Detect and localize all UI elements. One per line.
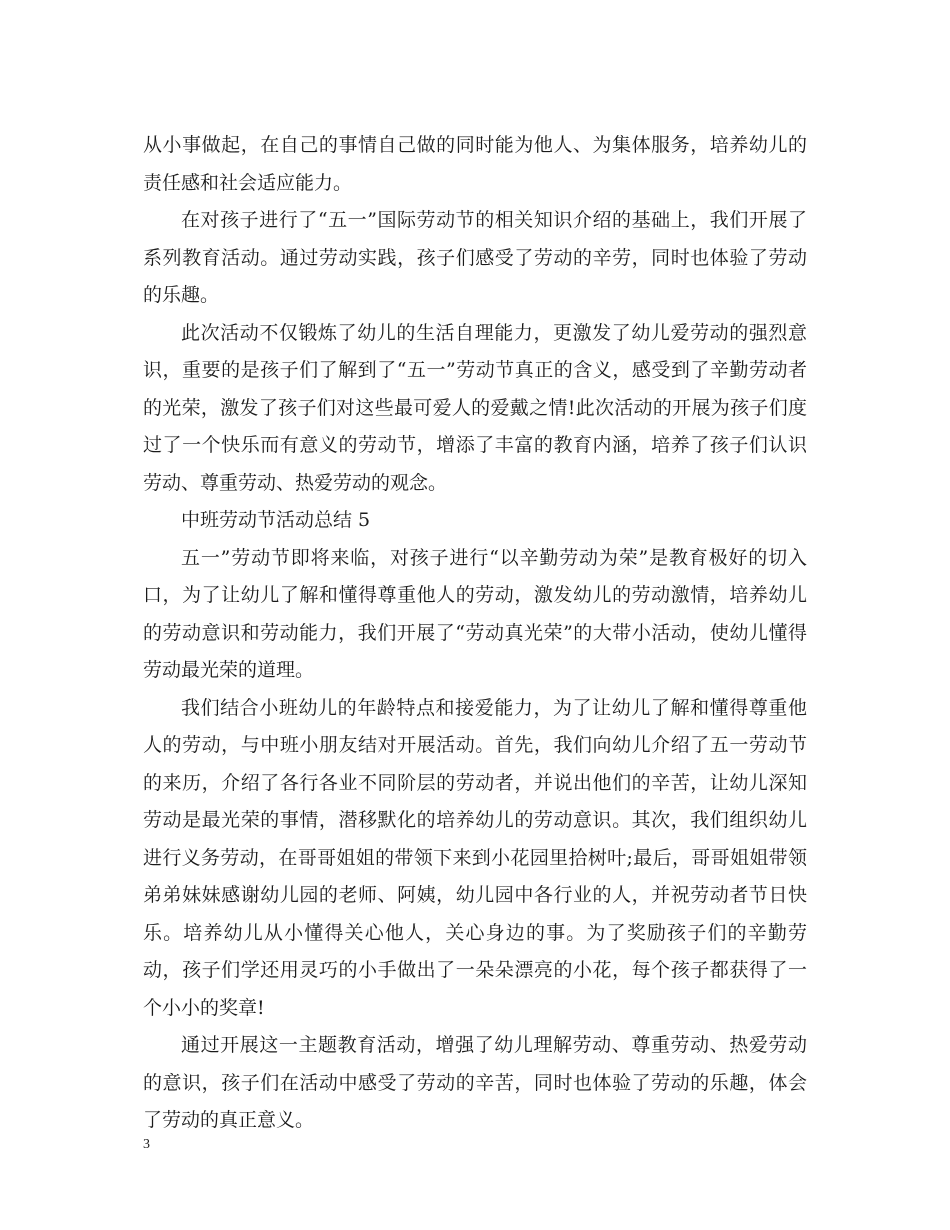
paragraph-4: 五一”劳动节即将来临，对孩子进行“以辛勤劳动为荣”是教育极好的切入口，为了让幼儿了解和懂得尊重他人的劳动，激发幼儿的劳动激情，培养幼儿的劳动意识和劳动能力，我们开展了“劳动真光荣”的大带小活动，使幼儿懂得劳动最光荣的道理。	[143, 546, 807, 681]
page-number: 3	[143, 1137, 150, 1152]
paragraph-5: 我们结合小班幼儿的年龄特点和接爱能力，为了让幼儿了解和懂得尊重他人的劳动，与中班小朋友结对开展活动。首先，我们向幼儿介绍了五一劳动节的来历，介绍了各行各业不同阶层的劳动者，并说出他们的辛苦，让幼儿深知劳动是最光荣的事情，潜移默化的培养幼儿的劳动意识。其次，我们组织幼儿进行义务劳动，在哥哥姐姐的带领下来到小花园里拾树叶;最后，哥哥姐姐带领弟弟妹妹感谢幼儿园的老师、阿姨，幼儿园中各行业的人，并祝劳动者节日快乐。培养幼儿从小懂得关心他人，关心身边的事。为了奖励孩子们的辛勤劳动，孩子们学还用灵巧的小手做出了一朵朵漂亮的小花，每个孩子都获得了一个小小的奖章!	[143, 696, 807, 1019]
paragraph-1: 从小事做起，在自己的事情自己做的同时能为他人、为集体服务，培养幼儿的责任感和社会适应能力。	[143, 134, 807, 194]
paragraph-3: 此次活动不仅锻炼了幼儿的生活自理能力，更激发了幼儿爱劳动的强烈意识，重要的是孩子们了解到了“五一”劳动节真正的含义，感受到了辛勤劳动者的光荣，激发了孩子们对这些最可爱人的爱戴之情!此次活动的开展为孩子们度过了一个快乐而有意义的劳动节，增添了丰富的教育内涵，培养了孩子们认识劳动、尊重劳动、热爱劳动的观念。	[143, 321, 807, 494]
section-heading: 中班劳动节活动总结 5	[181, 509, 371, 531]
document-body	[143, 127, 807, 1140]
paragraph-6: 通过开展这一主题教育活动，增强了幼儿理解劳动、尊重劳动、热爱劳动的意识，孩子们在活动中感受了劳动的辛苦，同时也体验了劳动的乐趣，体会了劳动的真正意义。	[143, 1034, 807, 1131]
paragraph-2: 在对孩子进行了“五一”国际劳动节的相关知识介绍的基础上，我们开展了系列教育活动。通过劳动实践，孩子们感受了劳动的辛劳，同时也体验了劳动的乐趣。	[143, 209, 807, 306]
